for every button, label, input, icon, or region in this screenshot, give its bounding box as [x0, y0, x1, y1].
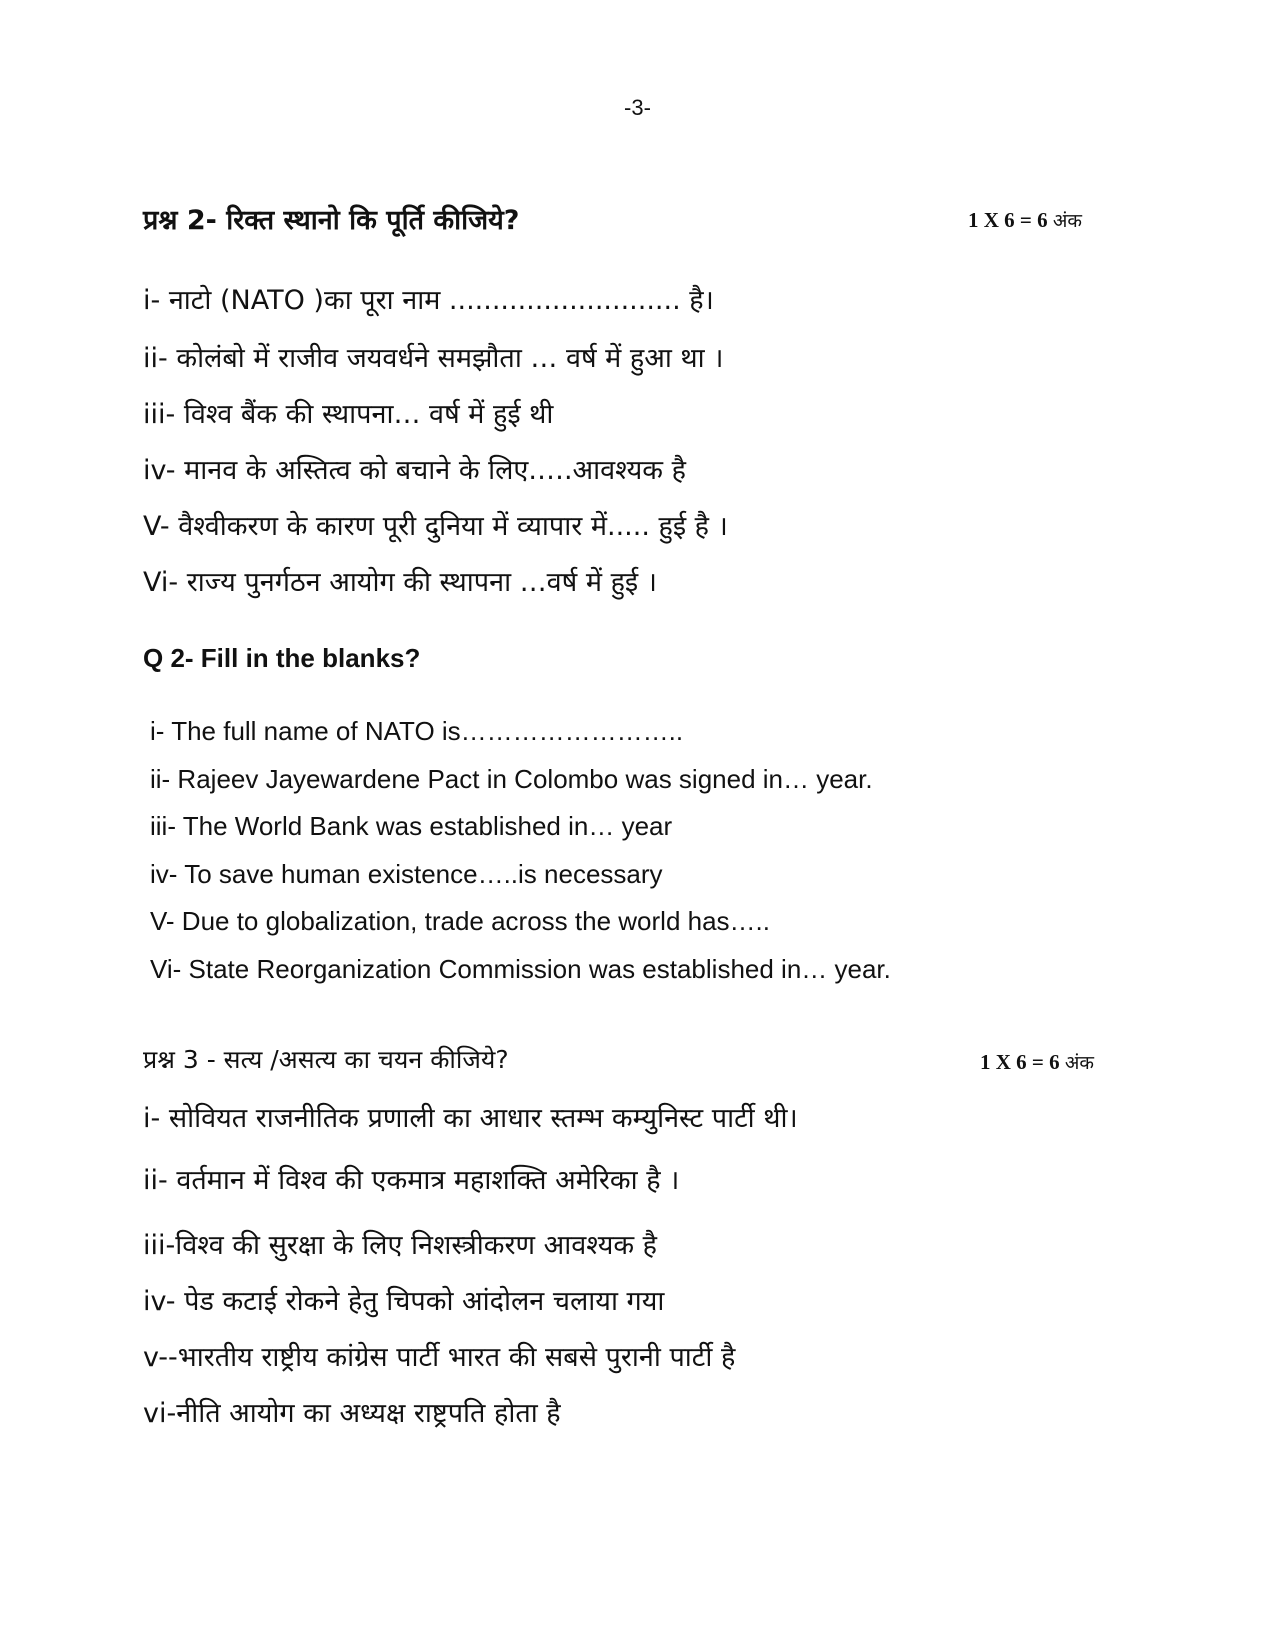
q2-english-item-3: iii- The World Bank was established in… year [150, 811, 673, 841]
marks-unit: अंक [1052, 210, 1082, 232]
marks-value: 1 X 6 = 6 [980, 1050, 1060, 1074]
page-number: -3- [624, 95, 651, 120]
q3-hindi-item-1: i- सोवियत राजनीतिक प्रणाली का आधार स्तम्भ कम्युनिस्ट पार्टी थी। [143, 1103, 798, 1134]
q2-hindi-item-1: i- नाटो (NATO )का पूरा नाम ........................... है। [143, 285, 714, 316]
q3-hindi-item-4: iv- पेड कटाई रोकने हेतु चिपको आंदोलन चलाया गया [143, 1286, 665, 1317]
q2-english-item-1: i- The full name of NATO is…………………….. [150, 716, 684, 746]
q3-hindi-item-5: v--भारतीय राष्ट्रीय कांग्रेस पार्टी भारत की सबसे पुरानी पार्टी है [143, 1342, 736, 1373]
q2-hindi-item-4: iv- मानव के अस्तित्व को बचाने के लिए.….आवश्यक है [143, 455, 686, 486]
q2-hindi-item-3: iii- विश्व बैंक की स्थापना… वर्ष में हुई थी [143, 399, 554, 430]
marks-value: 1 X 6 = 6 [968, 208, 1048, 232]
q2-hindi-item-5: V- वैश्वीकरण के कारण पूरी दुनिया में व्यापार में..... हुई है । [143, 511, 728, 542]
marks-unit: अंक [1064, 1052, 1094, 1074]
question-2-english-heading: Q 2- Fill in the blanks? [143, 643, 421, 673]
q2-hindi-item-2: ii- कोलंबो में राजीव जयवर्धने समझौता … वर्ष में हुआ था । [143, 343, 724, 374]
q3-hindi-item-2: ii- वर्तमान में विश्व की एकमात्र महाशक्ति अमेरिका है । [143, 1165, 680, 1196]
question-2-hindi-heading: प्रश्न 2- रिक्त स्थानो कि पूर्ति कीजिये? [143, 205, 520, 236]
question-2-marks [968, 207, 1082, 233]
q2-english-item-5: V- Due to globalization, trade across the world has….. [150, 906, 770, 936]
q3-hindi-item-6: vi-नीति आयोग का अध्यक्ष राष्ट्रपति होता है [143, 1398, 561, 1429]
q2-english-item-6: Vi- State Reorganization Commission was established in… year. [150, 954, 891, 984]
q2-english-item-4: iv- To save human existence…..is necessary [150, 859, 663, 889]
q3-hindi-item-3: iii-विश्व की सुरक्षा के लिए निशस्त्रीकरण आवश्यक है [143, 1230, 658, 1261]
question-3-hindi-heading: प्रश्न 3 - सत्य /असत्य का चयन कीजिये? [143, 1045, 509, 1074]
q2-english-item-2: ii- Rajeev Jayewardene Pact in Colombo was signed in… year. [150, 764, 873, 794]
q2-hindi-item-6: Vi- राज्य पुनर्गठन आयोग की स्थापना …वर्ष में हुई । [143, 567, 657, 598]
question-3-marks [980, 1049, 1094, 1075]
